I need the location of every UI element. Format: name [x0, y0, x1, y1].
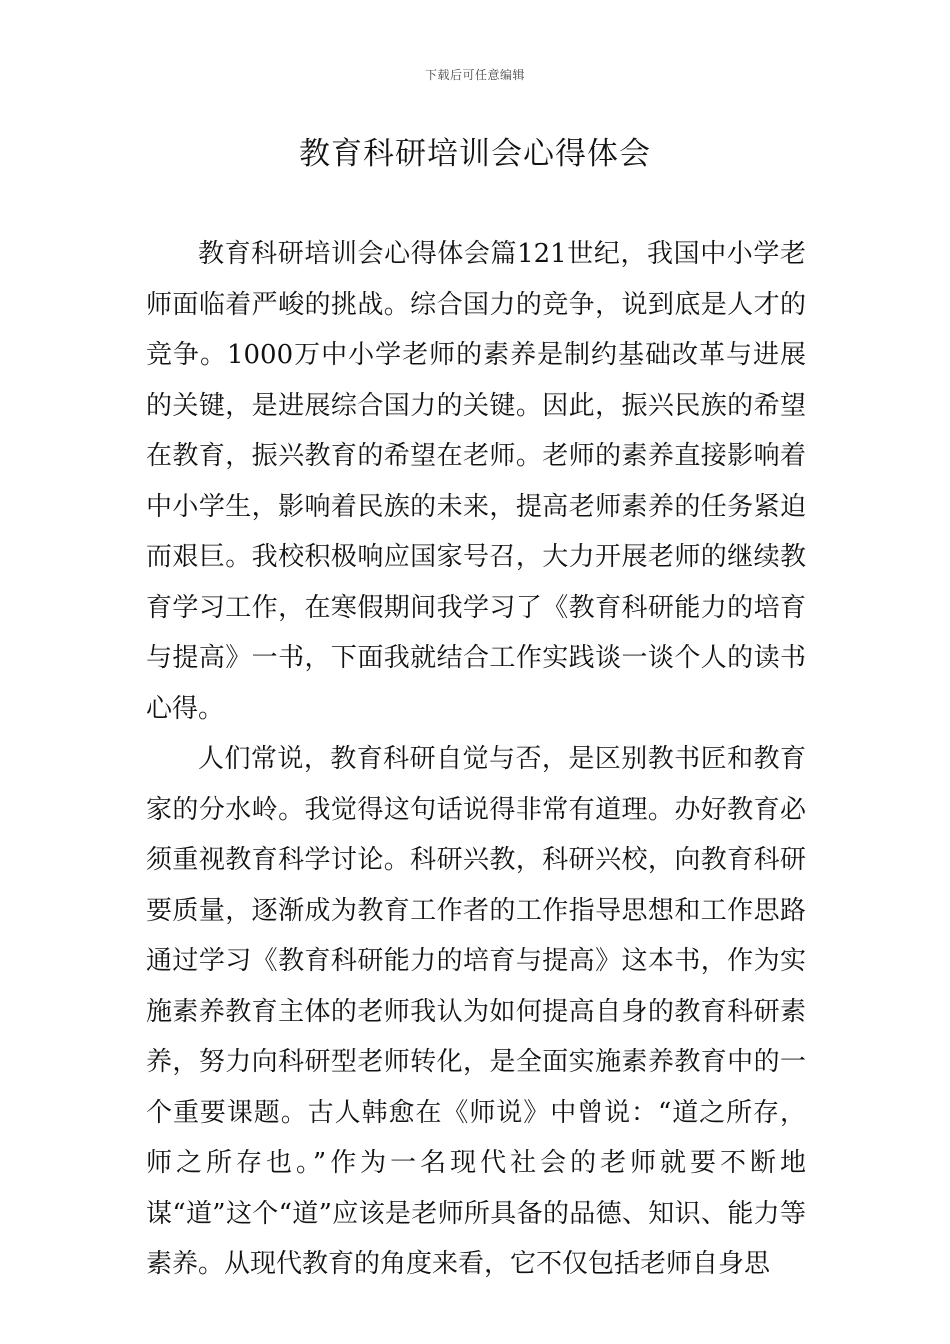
document-body: [146, 229, 806, 1290]
paragraph-2: 人们常说，教育科研自觉与否，是区别教书匠和教育家的分水岭。我觉得这句话说得非常有道理。办好教育必须重视教育科学讨论。科研兴教，科研兴校，向教育科研要质量，逐渐成为教育工作者的工作指导思想和工作思路通过学习《教育科研能力的培育与提高》这本书，作为实施素养教育主体的老师我认为如何提高自身的教育科研素养，努力向科研型老师转化，是全面实施素养教育中的一个重要课题。古人韩愈在《师说》中曾说：“道之所存，师之所存也。”作为一名现代社会的老师就要不断地谋“道”这个“道”应该是老师所具备的品德、知识、能力等素养。从现代教育的角度来看，它不仅包括老师自身思: [146, 744, 806, 1279]
header-note: 下载后可任意编辑: [424, 68, 525, 82]
document-title: 教育科研培训会心得体会: [299, 136, 651, 172]
paragraph-1: 教育科研培训会心得体会篇121世纪，我国中小学老师面临着严峻的挑战。综合国力的竞争，说到底是人才的竞争。1000万中小学老师的素养是制约基础改革与进展的关键，是进展综合国力的关键。因此，振兴民族的希望在教育，振兴教育的希望在老师。老师的素养直接影响着中小学生，影响着民族的未来，提高老师素养的任务紧迫而艰巨。我校积极响应国家号召，大力开展老师的继续教育学习工作，在寒假期间我学习了《教育科研能力的培育与提高》一书，下面我就结合工作实践谈一谈个人的读书心得。: [146, 239, 806, 724]
